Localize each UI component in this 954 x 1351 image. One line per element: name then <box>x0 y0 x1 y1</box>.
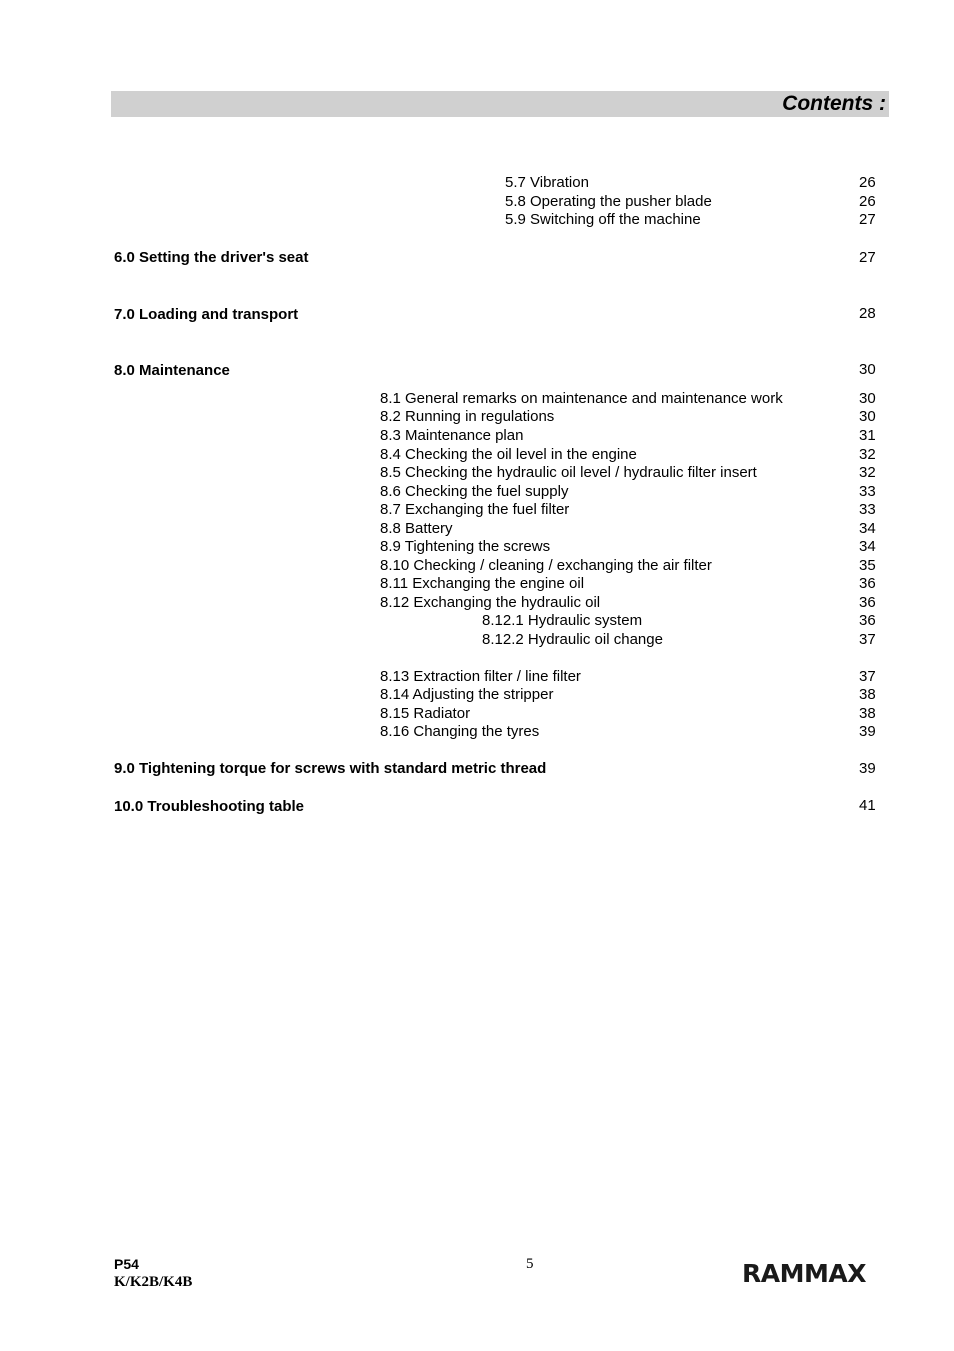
toc-section-heading: 8.0 Maintenance <box>114 362 230 379</box>
footer-model: P54 <box>114 1256 139 1272</box>
toc-page-number: 26 <box>859 174 876 191</box>
toc-page-number: 35 <box>859 557 876 574</box>
toc-entry: 8.2 Running in regulations <box>380 408 555 425</box>
toc-page-number: 38 <box>859 705 876 722</box>
toc-entry: 8.13 Extraction filter / line filter <box>380 668 581 685</box>
toc-section-heading: 6.0 Setting the driver's seat <box>114 249 309 266</box>
toc-page-number: 33 <box>859 483 876 500</box>
toc-page-number: 37 <box>859 631 876 648</box>
toc-entry: 8.14 Adjusting the stripper <box>380 686 554 703</box>
toc-page-number: 31 <box>859 427 876 444</box>
rammax-logo <box>742 1260 886 1291</box>
toc-entry: 8.10 Checking / cleaning / exchanging the air filter <box>380 557 712 574</box>
toc-page-number: 28 <box>859 305 876 322</box>
toc-page-number: 34 <box>859 520 876 537</box>
toc-page-number: 36 <box>859 594 876 611</box>
toc-page-number: 30 <box>859 390 876 407</box>
page-title: Contents : <box>782 92 886 115</box>
toc-entry: 8.12 Exchanging the hydraulic oil <box>380 594 601 611</box>
toc-page-number: 39 <box>859 723 876 740</box>
toc-entry: 8.15 Radiator <box>380 705 471 722</box>
toc-entry: 8.7 Exchanging the fuel filter <box>380 501 570 518</box>
toc-entry: 8.1 General remarks on maintenance and maintenance work <box>380 390 783 407</box>
toc-entry: 8.8 Battery <box>380 520 453 537</box>
toc-page-number: 27 <box>859 249 876 266</box>
toc-page-number: 36 <box>859 575 876 592</box>
header-bar <box>111 91 889 117</box>
toc-entry: 5.7 Vibration <box>505 174 589 191</box>
toc-page-number: 41 <box>859 797 876 814</box>
toc-page-number: 32 <box>859 446 876 463</box>
toc-subentry: 8.12.1 Hydraulic system <box>482 612 643 629</box>
toc-subentry: 8.12.2 Hydraulic oil change <box>482 631 663 648</box>
toc-entry: 8.9 Tightening the screws <box>380 538 551 555</box>
toc-entry: 5.8 Operating the pusher blade <box>505 193 712 210</box>
toc-entry: 8.6 Checking the fuel supply <box>380 483 569 500</box>
toc-page-number: 34 <box>859 538 876 555</box>
toc-section-heading: 9.0 Tightening torque for screws with standard metric thread <box>114 760 547 777</box>
toc-page-number: 37 <box>859 668 876 685</box>
toc-page-number: 33 <box>859 501 876 518</box>
toc-page-number: 39 <box>859 760 876 777</box>
logo-text: RAMMAX <box>742 1260 866 1286</box>
toc-entry: 8.5 Checking the hydraulic oil level / hydraulic filter insert <box>380 464 757 481</box>
toc-entry: 8.4 Checking the oil level in the engine <box>380 446 637 463</box>
toc-page-number: 30 <box>859 408 876 425</box>
toc-page-number: 26 <box>859 193 876 210</box>
toc-section-heading: 10.0 Troubleshooting table <box>114 798 305 815</box>
toc-page-number: 38 <box>859 686 876 703</box>
toc-page-number: 27 <box>859 211 876 228</box>
toc-section-heading: 7.0 Loading and transport <box>114 306 299 323</box>
toc-entry: 8.16 Changing the tyres <box>380 723 540 740</box>
toc-entry: 8.3 Maintenance plan <box>380 427 524 444</box>
toc-page-number: 32 <box>859 464 876 481</box>
toc-page-number: 36 <box>859 612 876 629</box>
toc-entry: 5.9 Switching off the machine <box>505 211 701 228</box>
toc-entry: 8.11 Exchanging the engine oil <box>380 575 585 592</box>
toc-page-number: 30 <box>859 361 876 378</box>
footer-page-number: 5 <box>526 1256 534 1272</box>
footer-variant: K/K2B/K4B <box>114 1274 193 1290</box>
